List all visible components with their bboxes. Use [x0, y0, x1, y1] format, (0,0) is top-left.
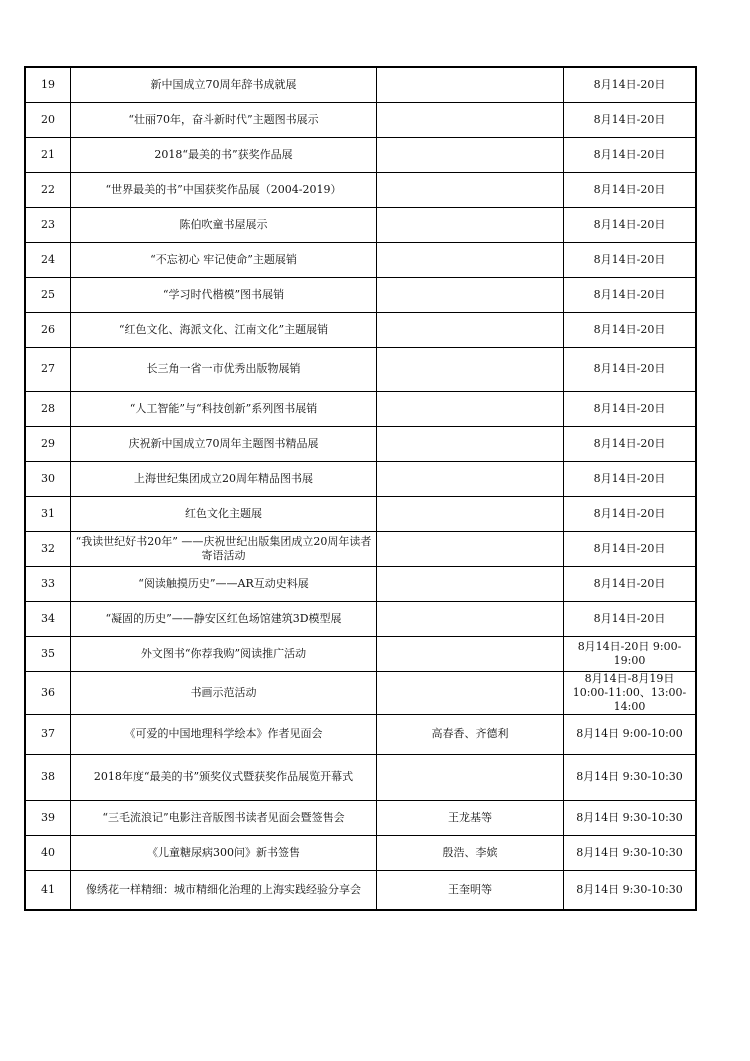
event-name: 陈伯吹童书屋展示	[179, 217, 268, 231]
event-name-cell	[71, 67, 377, 102]
row-number-cell	[25, 870, 71, 910]
row-number: 19	[41, 77, 55, 91]
row-number: 34	[41, 611, 55, 625]
row-number: 31	[41, 506, 55, 520]
event-time-cell	[564, 426, 697, 461]
event-guests: 殷浩、李嫔	[442, 845, 498, 859]
event-time: 8月14日-20日	[593, 401, 666, 415]
event-time: 8月14日-20日	[593, 287, 666, 301]
table-row	[25, 671, 696, 714]
row-number: 24	[41, 252, 55, 266]
event-guests-cell	[377, 461, 564, 496]
event-guests-cell	[377, 426, 564, 461]
event-name: 2018“最美的书”获奖作品展	[154, 147, 293, 161]
event-name-cell	[71, 800, 377, 835]
row-number: 40	[41, 845, 55, 859]
row-number-cell	[25, 636, 71, 671]
event-name-cell	[71, 242, 377, 277]
event-name-cell	[71, 277, 377, 312]
event-time: 8月14日-20日	[593, 147, 666, 161]
event-guests-cell	[377, 601, 564, 636]
row-number: 41	[41, 882, 55, 896]
table-row	[25, 496, 696, 531]
row-number-cell	[25, 172, 71, 207]
table-row	[25, 601, 696, 636]
event-name-cell	[71, 312, 377, 347]
row-number-cell	[25, 835, 71, 870]
event-guests-cell	[377, 714, 564, 754]
row-number: 22	[41, 182, 55, 196]
event-guests-cell	[377, 496, 564, 531]
event-time-cell	[564, 391, 697, 426]
row-number: 20	[41, 112, 55, 126]
row-number: 37	[41, 727, 55, 740]
row-number: 23	[41, 217, 55, 231]
event-guests-cell	[377, 835, 564, 870]
event-guests-cell	[377, 172, 564, 207]
event-name-cell	[71, 714, 377, 754]
row-number-cell	[25, 312, 71, 347]
event-time-cell	[564, 531, 697, 566]
row-number: 39	[41, 810, 55, 824]
event-guests-cell	[377, 312, 564, 347]
event-name-cell	[71, 391, 377, 426]
event-name: “我读世纪好书20年” ——庆祝世纪出版集团成立20周年读者寄语活动	[75, 534, 372, 562]
row-number-cell	[25, 754, 71, 800]
event-time-cell	[564, 137, 697, 172]
event-guests-cell	[377, 566, 564, 601]
event-guests-cell	[377, 67, 564, 102]
event-name-cell	[71, 636, 377, 671]
event-name: “壮丽70年，奋斗新时代”主题图书展示	[128, 112, 319, 126]
event-name: 2018年度“最美的书”颁奖仪式暨获奖作品展览开幕式	[93, 770, 354, 783]
event-time-cell	[564, 566, 697, 601]
event-time: 8月14日-20日	[593, 217, 666, 231]
event-guests-cell	[377, 671, 564, 714]
event-name: “凝固的历史”——静安区红色场馆建筑3D模型展	[105, 611, 342, 625]
row-number-cell	[25, 496, 71, 531]
row-number: 38	[41, 770, 55, 783]
row-number: 28	[41, 401, 55, 415]
event-guests-cell	[377, 207, 564, 242]
event-name: “三毛流浪记”电影注音版图书读者见面会暨签售会	[102, 810, 345, 824]
table-row	[25, 242, 696, 277]
event-time-cell	[564, 835, 697, 870]
row-number-cell	[25, 67, 71, 102]
event-time-cell	[564, 312, 697, 347]
row-number-cell	[25, 566, 71, 601]
row-number: 35	[41, 646, 55, 660]
table-row	[25, 137, 696, 172]
event-name: 《儿童糖尿病300问》新书签售	[147, 845, 300, 859]
event-guests-cell	[377, 277, 564, 312]
table-row	[25, 566, 696, 601]
event-time-cell	[564, 496, 697, 531]
row-number: 26	[41, 322, 55, 336]
event-guests-cell	[377, 800, 564, 835]
event-name-cell	[71, 102, 377, 137]
row-number: 29	[41, 436, 55, 450]
event-time-cell	[564, 277, 697, 312]
table-row	[25, 754, 696, 800]
event-time-cell	[564, 102, 697, 137]
event-guests-cell	[377, 391, 564, 426]
event-time: 8月14日-20日	[593, 471, 666, 485]
event-time-cell	[564, 601, 697, 636]
row-number-cell	[25, 426, 71, 461]
table-row	[25, 312, 696, 347]
event-name-cell	[71, 461, 377, 496]
row-number-cell	[25, 277, 71, 312]
event-name-cell	[71, 566, 377, 601]
event-time: 8月14日 9:30-10:30	[576, 770, 683, 783]
event-time: 8月14日-20日	[593, 576, 666, 590]
event-name-cell	[71, 207, 377, 242]
event-guests-cell	[377, 242, 564, 277]
event-name-cell	[71, 172, 377, 207]
event-time: 8月14日-8月19日 10:00-11:00、13:00-14:00	[572, 671, 687, 713]
event-time: 8月14日-20日	[593, 112, 666, 126]
event-name: 上海世纪集团成立20周年精品图书展	[134, 471, 313, 485]
event-name-cell	[71, 870, 377, 910]
row-number-cell	[25, 137, 71, 172]
row-number-cell	[25, 601, 71, 636]
row-number-cell	[25, 391, 71, 426]
event-guests-cell	[377, 347, 564, 391]
table-row	[25, 347, 696, 391]
event-name: “不忘初心 牢记使命”主题展销	[150, 252, 297, 266]
event-schedule-table	[24, 66, 697, 911]
table-row	[25, 800, 696, 835]
event-name: 像绣花一样精细：城市精细化治理的上海实践经验分享会	[86, 882, 361, 896]
event-name-cell	[71, 347, 377, 391]
row-number: 25	[41, 287, 55, 301]
table-row	[25, 714, 696, 754]
table-row	[25, 870, 696, 910]
event-name: “人工智能”与“科技创新”系列图书展销	[129, 401, 318, 415]
row-number-cell	[25, 800, 71, 835]
table-row	[25, 461, 696, 496]
event-name-cell	[71, 426, 377, 461]
event-time-cell	[564, 636, 697, 671]
event-name-cell	[71, 671, 377, 714]
event-time: 8月14日-20日	[593, 541, 666, 555]
event-guests-cell	[377, 754, 564, 800]
row-number-cell	[25, 461, 71, 496]
event-guests-cell	[377, 636, 564, 671]
event-time-cell	[564, 207, 697, 242]
event-time: 8月14日-20日	[593, 362, 666, 375]
event-time: 8月14日-20日	[593, 436, 666, 450]
row-number: 36	[41, 685, 55, 699]
event-time: 8月14日 9:30-10:30	[576, 845, 683, 859]
event-name: 《可爱的中国地理科学绘本》作者见面会	[124, 727, 323, 740]
row-number-cell	[25, 714, 71, 754]
event-time-cell	[564, 800, 697, 835]
event-guests: 王奎明等	[448, 882, 492, 896]
table-row	[25, 172, 696, 207]
event-name: 长三角一省一市优秀出版物展销	[146, 362, 301, 375]
table-row	[25, 102, 696, 137]
event-name: “世界最美的书”中国获奖作品展（2004-2019）	[105, 182, 342, 196]
event-time: 8月14日 9:30-10:30	[576, 882, 683, 896]
event-name: 新中国成立70周年辞书成就展	[150, 77, 297, 91]
event-time: 8月14日-20日	[593, 322, 666, 336]
event-name-cell	[71, 137, 377, 172]
event-time-cell	[564, 67, 697, 102]
event-guests: 高春香、齐德利	[431, 727, 509, 740]
table-row	[25, 277, 696, 312]
event-name: 书画示范活动	[190, 685, 257, 699]
row-number: 27	[41, 362, 55, 375]
event-name: 外文图书“你荐我购”阅读推广活动	[140, 646, 307, 660]
event-time: 8月14日-20日	[593, 611, 666, 625]
event-time-cell	[564, 714, 697, 754]
table-row	[25, 835, 696, 870]
event-time-cell	[564, 754, 697, 800]
event-name-cell	[71, 531, 377, 566]
event-time-cell	[564, 461, 697, 496]
table-row	[25, 636, 696, 671]
event-time: 8月14日-20日	[593, 182, 666, 196]
row-number: 32	[41, 541, 55, 555]
row-number-cell	[25, 102, 71, 137]
row-number-cell	[25, 347, 71, 391]
event-name: “学习时代楷模”图书展销	[162, 287, 285, 301]
event-name: “阅读触摸历史”——AR互动史料展	[138, 576, 309, 590]
event-time-cell	[564, 870, 697, 910]
row-number: 21	[41, 147, 55, 161]
event-guests-cell	[377, 102, 564, 137]
event-guests: 王龙基等	[448, 810, 492, 824]
row-number: 33	[41, 576, 55, 590]
event-name: “红色文化、海派文化、江南文化”主题展销	[118, 322, 329, 336]
event-time: 8月14日 9:30-10:30	[576, 810, 683, 824]
row-number-cell	[25, 207, 71, 242]
event-name: 庆祝新中国成立70周年主题图书精品展	[128, 436, 319, 450]
row-number-cell	[25, 242, 71, 277]
table-row	[25, 67, 696, 102]
table-row	[25, 391, 696, 426]
row-number-cell	[25, 671, 71, 714]
event-name-cell	[71, 601, 377, 636]
table-row	[25, 207, 696, 242]
row-number: 30	[41, 471, 55, 485]
event-name-cell	[71, 496, 377, 531]
table-row	[25, 531, 696, 566]
event-schedule-body	[25, 67, 696, 910]
event-guests-cell	[377, 870, 564, 910]
table-row	[25, 426, 696, 461]
event-time-cell	[564, 242, 697, 277]
event-time: 8月14日-20日	[593, 506, 666, 520]
document-page	[24, 66, 687, 911]
event-guests-cell	[377, 531, 564, 566]
event-time-cell	[564, 347, 697, 391]
event-name-cell	[71, 835, 377, 870]
event-time: 8月14日-20日 9:00-19:00	[577, 639, 682, 667]
row-number-cell	[25, 531, 71, 566]
event-time: 8月14日-20日	[593, 77, 666, 91]
event-time-cell	[564, 671, 697, 714]
event-name-cell	[71, 754, 377, 800]
event-time: 8月14日 9:00-10:00	[576, 727, 683, 740]
event-time-cell	[564, 172, 697, 207]
event-name: 红色文化主题展	[185, 506, 262, 520]
event-guests-cell	[377, 137, 564, 172]
event-time: 8月14日-20日	[593, 252, 666, 266]
